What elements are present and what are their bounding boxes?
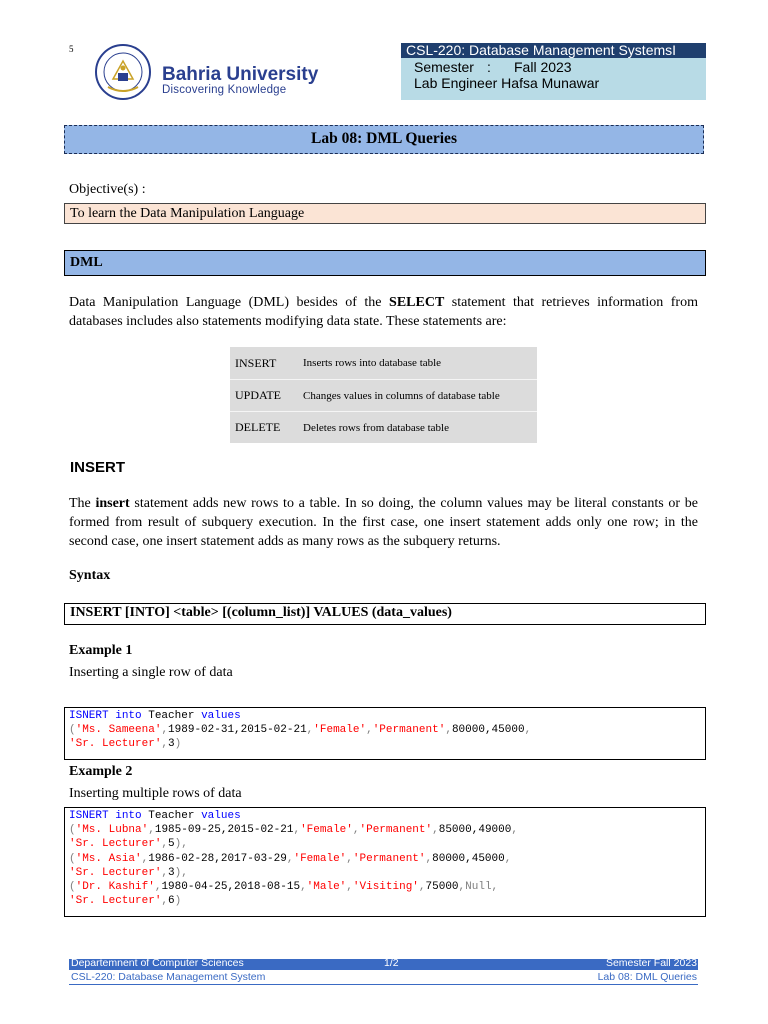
table-row [230, 411, 537, 443]
code-value: 80000,45000 [451, 724, 525, 737]
dml-heading: DML [70, 255, 103, 270]
code-string: 'Ms. Asia' [75, 852, 142, 865]
code-keyword: values [201, 810, 241, 822]
code-string: 'Sr. Lecturer' [69, 738, 162, 751]
insert-heading: INSERT [70, 459, 126, 476]
code-value: 85000,49000 [438, 824, 512, 837]
code-table: Teacher [148, 810, 195, 822]
dml-intro-before: Data Manipulation Language (DML) besides of the [69, 295, 390, 310]
footer-department: Departemnent of Computer Sciences [71, 957, 244, 969]
code-value: 1986-02-28,2017-03-29 [148, 852, 287, 865]
statement-name: UPDATE [230, 379, 302, 411]
code-string: 'Ms. Sameena' [75, 724, 162, 737]
code-value: 1989-02-31,2015-02-21 [168, 724, 307, 737]
code-string: 'Permanent' [352, 852, 426, 865]
statement-name: INSERT [235, 355, 277, 370]
code-string: 'Dr. Kashif' [75, 881, 155, 894]
code-string: 'Female' [293, 852, 347, 865]
footer-rule [69, 984, 698, 985]
page-mark: 5 [69, 44, 74, 54]
semester-label: Semester [414, 59, 474, 75]
statement-description: Deletes rows from database table [302, 411, 537, 443]
code-string: 'Male' [306, 881, 347, 894]
semester-value: Fall 2023 [514, 59, 572, 75]
example2-code: ISNERT into Teacher values ('Ms. Lubna',1985-09-25,2015-02-21,'Female','Permanent',85000,49000, 'Sr. Lecturer',5), ('Ms. Asia',1986-02-28,2017-03-29,'Female','Permanent',80000,45000, 'Sr. Lecturer',3), ('Dr. Kashif',1980-04-25,2018-08-15,'Male','Visiting',75000,Null, 'Sr. Lecturer',6) [69, 810, 518, 908]
example1-code: ISNERT into Teacher values ('Ms. Sameena',1989-02-31,2015-02-21,'Female','Permanent',80000,45000, 'Sr. Lecturer',3) [69, 710, 532, 751]
footer-page-number: 1/2 [384, 957, 399, 969]
code-string: 'Sr. Lecturer' [69, 866, 162, 879]
code-value: 5 [168, 838, 175, 851]
code-value: 1985-09-25,2015-02-21 [154, 824, 294, 837]
code-value: 6 [168, 895, 175, 908]
semester-separator: : [487, 59, 491, 75]
code-string: 'Sr. Lecturer' [69, 838, 162, 851]
objective-label: Objective(s) : [69, 182, 146, 197]
objective-text: To learn the Data Manipulation Language [70, 206, 305, 221]
insert-para-bold: insert [95, 496, 130, 511]
code-keyword: into [115, 710, 142, 722]
dml-statements-table [230, 347, 537, 443]
statement-name: DELETE [230, 411, 302, 443]
lab-title: Lab 08: DML Queries [311, 130, 457, 147]
code-null: Null [465, 881, 492, 894]
table-row [230, 379, 537, 411]
footer-semester: Semester Fall 2023 [605, 957, 697, 969]
syntax-label: Syntax [69, 568, 111, 583]
code-string: 'Female' [300, 824, 353, 837]
statement-description: Changes values in columns of database table [302, 379, 537, 411]
code-value: 3 [168, 866, 175, 879]
example1-label: Example 1 [69, 643, 133, 658]
university-tagline: Discovering Knowledge [162, 84, 287, 96]
code-string: 'Female' [313, 724, 367, 737]
code-string: 'Permanent' [359, 824, 433, 837]
table-row [230, 347, 537, 379]
footer-course: CSL-220: Database Management System [71, 971, 266, 983]
insert-para-after: statement adds new rows to a table. In so doing, the column values may be literal constants or be formed from result of subquery execution. In the first case, one insert statement adds only one row; in the second case, one insert statement adds as many rows as the subquery returns. [69, 496, 698, 549]
dml-intro-after: statement that retrieves information from databases includes also statements modifying data state. These statements are: [69, 295, 698, 329]
statement-description: Inserts rows into database table [303, 357, 442, 369]
insert-para-before: The [69, 496, 96, 511]
example1-caption: Inserting a single row of data [69, 665, 233, 680]
insert-paragraph [69, 494, 698, 551]
university-name: Bahria University [162, 64, 319, 85]
code-value: 1980-04-25,2018-08-15 [161, 881, 301, 894]
syntax-text: INSERT [INTO] <table> [(column_list)] VALUES (data_values) [70, 605, 452, 620]
code-keyword: into [115, 810, 142, 822]
code-keyword: ISNERT [69, 810, 109, 822]
example2-label: Example 2 [69, 764, 133, 779]
code-string: 'Ms. Lubna' [75, 824, 149, 837]
dml-intro-paragraph [69, 293, 698, 331]
code-value: 3 [168, 738, 175, 751]
example2-caption: Inserting multiple rows of data [69, 786, 242, 801]
code-value: 75000 [425, 881, 459, 894]
dml-intro-bold: SELECT [389, 295, 445, 310]
lab-engineer: Lab Engineer Hafsa Munawar [414, 75, 600, 91]
course-title: CSL-220: Database Management SystemsI [406, 42, 677, 58]
dml-section-box [64, 250, 706, 276]
footer-lab: Lab 08: DML Queries [597, 971, 697, 983]
code-string: 'Permanent' [372, 724, 446, 737]
code-string: 'Visiting' [352, 881, 419, 894]
code-value: 80000,45000 [432, 852, 505, 865]
code-string: 'Sr. Lecturer' [69, 895, 162, 908]
code-table: Teacher [148, 710, 195, 722]
code-keyword: values [201, 710, 241, 722]
code-keyword: ISNERT [69, 710, 109, 722]
university-seal-logo [94, 43, 152, 101]
